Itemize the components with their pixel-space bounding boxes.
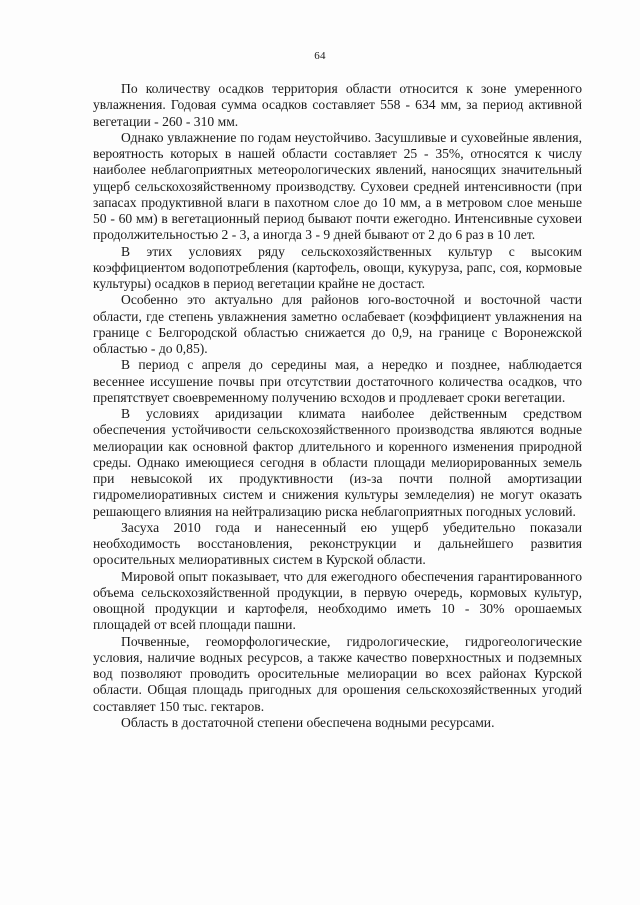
paragraph-1: По количеству осадков территория области относится к зоне умеренного увлажнения. Годовая сумма осадков составляет 558 - 634 мм, за период активной вегетации - 260 - 310 мм. [93, 81, 582, 129]
paragraph-7: Засуха 2010 года и нанесенный ею ущерб убедительно показали необходимость восстановления, реконструкции и дальнейшего развития оросительных мелиоративных систем в Курской области. [93, 519, 582, 568]
paragraph-4: Особенно это актуально для районов юго-восточной и восточной части области, где степень увлажнения заметно ослабевает (коэффициент увлажнения на границе с Белгородской областью снижается до 0,9, на границе с Воронежской областью - до 0,85). [93, 292, 582, 356]
paragraph-8: Мировой опыт показывает, что для ежегодного обеспечения гарантированного объема сельскохозяйственной продукции, в первую очередь, кормовых культур, овощной продукции и картофеля, необходимо иметь 10 - 30% орошаемых площадей от всей площади пашни. [93, 568, 582, 633]
paragraph-5: В период с апреля до середины мая, а нередко и позднее, наблюдается весеннее иссушение почвы при отсутствии достаточного количества осадков, что препятствует своевременному получению всходов и продлевает сроки вегетации. [93, 357, 582, 405]
paragraph-3: В этих условиях ряду сельскохозяйственных культур с высоким коэффициентом водопотребления (картофель, овощи, кукуруза, рапс, соя, кормовые культуры) осадков в период вегетации крайне не достаст. [93, 243, 582, 291]
body-text [93, 81, 582, 731]
paragraph-10: Область в достаточной степени обеспечена водными ресурсами. [121, 714, 495, 730]
paragraph-2: Однако увлажнение по годам неустойчиво. Засушливые и суховейные явления, вероятность которых в нашей области составляет 25 - 35%, относятся к числу наиболее неблагоприятных метеорологических явлений, наносящих значительный ущерб сельскохозяйственному производству. Суховеи средней интенсивности (при запасах продуктивной влаги в пахотном слое до 10 мм, а в метровом слое меньше 50 - 60 мм) в вегетационный период бывают почти ежегодно. Интенсивные суховеи продолжительностью 2 - 3, а иногда 3 - 9 дней бывают от 2 до 6 раз в 10 лет. [93, 129, 582, 243]
paragraph-9: Почвенные, геоморфологические, гидрологические, гидрогеологические условия, наличие водных ресурсов, а также качество поверхностных и подземных вод позволяют проводить оросительные мелиорации во всех районах Курской области. Общая площадь пригодных для орошения сельскохозяйственных угодий составляет 150 тыс. гектаров. [93, 633, 582, 714]
page-number: 64 [314, 50, 326, 62]
paragraph-6: В условиях аридизации климата наиболее действенным средством обеспечения устойчивости сельскохозяйственного производства являются водные мелиорации как основной фактор длительного и коренного изменения природной среды. Однако имеющиеся сегодня в области площади мелиорированных земель при невысокой их продуктивности (из-за почти полной амортизации гидромелиоративных систем и снижения культуры земледелия) не могут оказать решающего влияния на нейтрализацию риска неблагоприятных погодных условий. [93, 406, 582, 519]
